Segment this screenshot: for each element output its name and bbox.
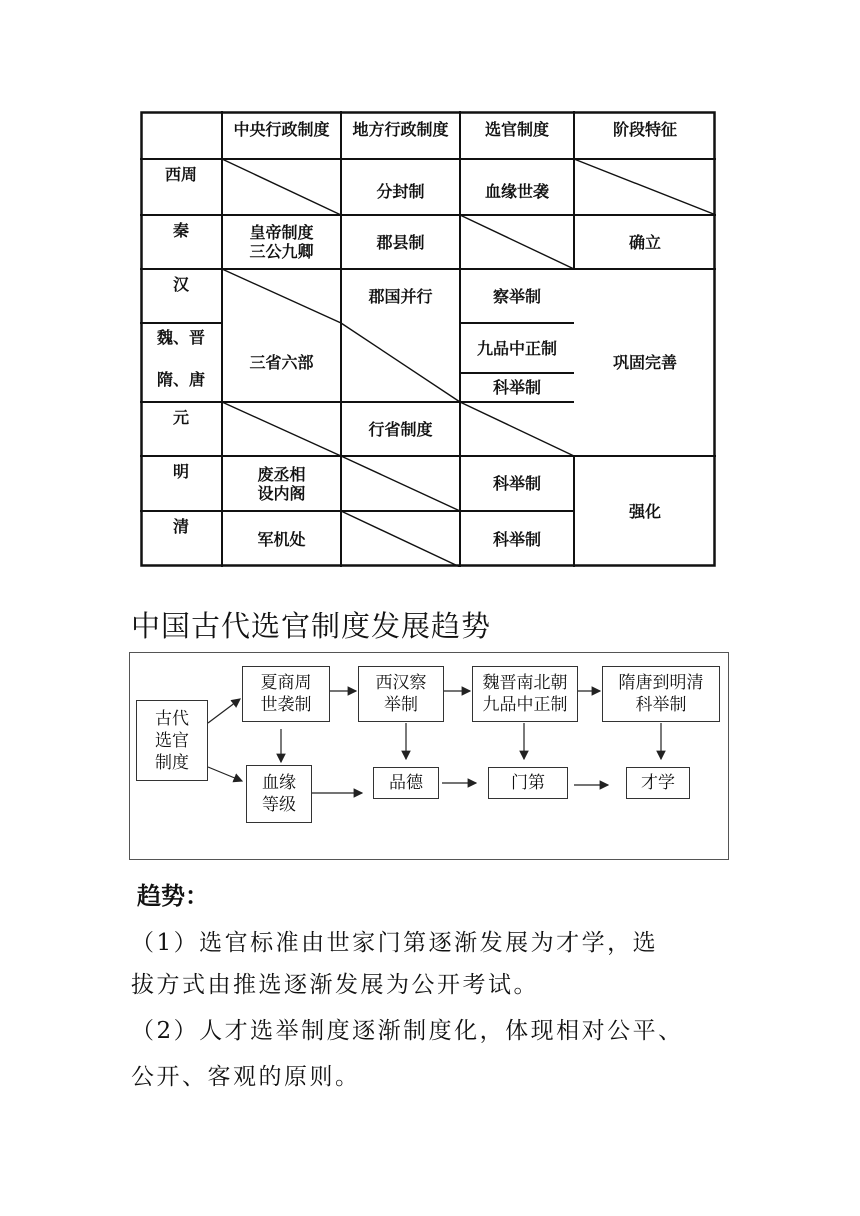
cell-jiupin: 九品中正制 xyxy=(476,338,557,358)
cell-xueyuan: 血缘世袭 xyxy=(484,181,549,201)
flow-system-1-line2: 世袭制 xyxy=(260,695,312,715)
trend-point-1-line1: （1）选官标准由世家门第逐渐发展为才学，选 xyxy=(131,930,659,956)
flow-criterion-1-line2: 等级 xyxy=(262,795,296,815)
cell-fenfeng: 分封制 xyxy=(376,181,425,201)
flow-source-box xyxy=(136,700,208,781)
cell-huangdi-line2: 三公九卿 xyxy=(249,242,314,261)
flow-system-suitang-keju xyxy=(602,666,720,722)
flow-system-1-line1: 夏商周 xyxy=(260,673,312,693)
cell-qianghua: 强化 xyxy=(628,502,661,521)
flow-system-4-line2: 科举制 xyxy=(635,695,687,715)
flow-source-line3: 制度 xyxy=(155,752,189,773)
flow-criterion-xueyuan xyxy=(246,765,312,823)
cell-junjichu: 军机处 xyxy=(257,529,306,549)
flow-system-3-line2: 九品中正制 xyxy=(482,695,568,715)
row-label-suitang: 隋、唐 xyxy=(156,369,205,389)
row-label-weijin: 魏、晋 xyxy=(156,327,205,347)
flow-criterion-1-line1: 血缘 xyxy=(262,773,296,793)
cell-keju-qing: 科举制 xyxy=(492,529,541,549)
row-label-yuan: 元 xyxy=(172,408,189,427)
flow-system-4-line1: 隋唐到明清 xyxy=(618,673,704,693)
section-heading: 中国古代选官制度发展趋势 xyxy=(131,609,492,643)
cell-gonggu: 巩固完善 xyxy=(612,353,677,372)
cell-junxian: 郡县制 xyxy=(376,232,425,252)
header-local-admin: 地方行政制度 xyxy=(352,119,449,139)
cell-chaju: 察举制 xyxy=(492,286,541,306)
row-label-qing: 清 xyxy=(172,517,189,536)
history-table xyxy=(140,111,716,567)
flow-system-weijin-jiupin xyxy=(472,666,578,722)
trend-point-1-line2: 拔方式由推选逐渐发展为公开考试。 xyxy=(131,972,539,998)
trend-point-2-line2: 公开、客观的原则。 xyxy=(131,1064,361,1090)
cell-sansheng: 三省六部 xyxy=(249,353,314,372)
cell-feicheng xyxy=(222,456,341,511)
cell-xingsheng: 行省制度 xyxy=(368,419,433,439)
row-label-ming: 明 xyxy=(172,462,189,481)
row-label-xizhou: 西周 xyxy=(164,165,197,184)
flow-diagram xyxy=(129,652,729,860)
cell-huangdi xyxy=(222,215,341,269)
flow-system-2-line2: 举制 xyxy=(384,695,418,715)
cell-feicheng-line1: 废丞相 xyxy=(257,464,306,484)
cell-feicheng-line2: 设内阁 xyxy=(257,483,306,503)
trend-title: 趋势： xyxy=(137,881,209,910)
row-label-han: 汉 xyxy=(172,275,189,294)
row-label-qin: 秦 xyxy=(172,221,189,240)
cell-huangdi-line1: 皇帝制度 xyxy=(249,223,314,242)
flow-source-line2: 选官 xyxy=(155,730,189,751)
flow-system-xiashangzhou xyxy=(242,666,330,722)
header-stage-feature: 阶段特征 xyxy=(612,119,677,139)
flow-source-line1: 古代 xyxy=(155,708,189,729)
cell-keju-ming: 科举制 xyxy=(492,474,541,493)
flow-criterion-pinde: 品德 xyxy=(373,767,439,799)
trend-point-2-line1: （2）人才选举制度逐渐制度化，体现相对公平、 xyxy=(131,1018,684,1044)
header-central-admin: 中央行政制度 xyxy=(233,119,330,139)
cell-keju-tang: 科举制 xyxy=(492,378,541,397)
cell-queli: 确立 xyxy=(628,232,661,252)
flow-criterion-caixue: 才学 xyxy=(626,767,690,799)
flow-system-3-line1: 魏晋南北朝 xyxy=(482,673,568,693)
header-official-selection: 选官制度 xyxy=(484,119,549,139)
flow-criterion-mendi: 门第 xyxy=(488,767,568,799)
cell-junguo: 郡国并行 xyxy=(368,286,433,306)
flow-system-xihan-chaju xyxy=(358,666,444,722)
flow-system-2-line1: 西汉察 xyxy=(375,673,427,693)
